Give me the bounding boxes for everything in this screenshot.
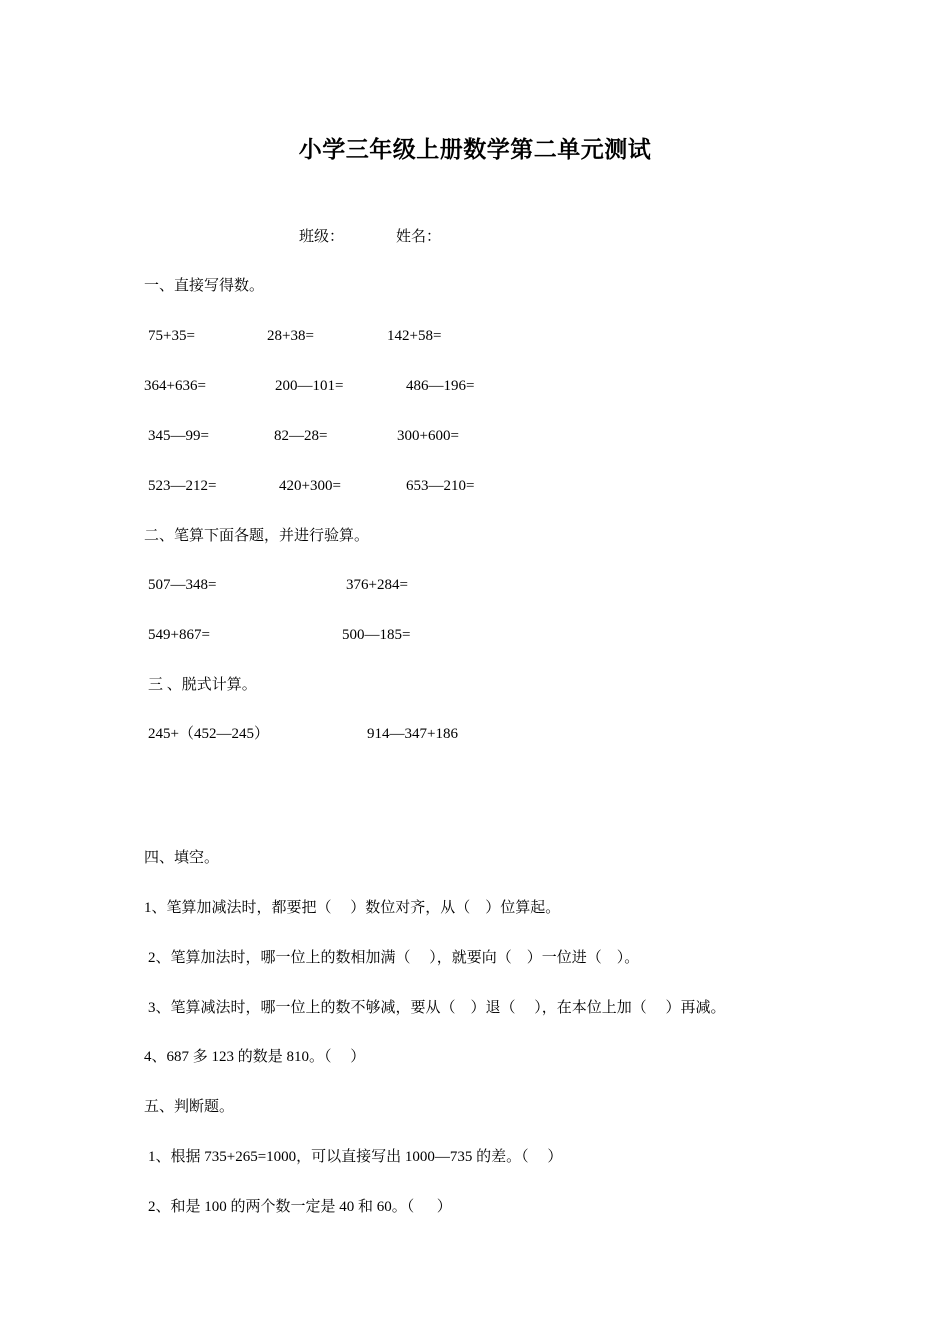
true-false-2: 2、和是 100 的两个数一定是 40 和 60。（ ）	[148, 1199, 452, 1215]
step-calc-1: 245+（452—245）	[148, 726, 269, 742]
written-calc-4: 500—185=	[342, 627, 411, 643]
problem-2-3: 486—196=	[406, 378, 475, 394]
section2-heading: 二、笔算下面各题，并进行验算。	[144, 528, 370, 544]
problem-4-1: 523—212=	[148, 478, 217, 494]
section4-heading: 四、填空。	[144, 850, 220, 866]
fill-blank-2: 2、笔算加法时，哪一位上的数相加满（ ），就要向（ ）一位进（ ）。	[148, 950, 640, 966]
page-title: 小学三年级上册数学第二单元测试	[298, 137, 652, 162]
problem-4-3: 653—210=	[406, 478, 475, 494]
problem-1-2: 28+38=	[267, 328, 314, 344]
problem-3-2: 82—28=	[274, 428, 328, 444]
written-calc-1: 507—348=	[148, 577, 217, 593]
section1-heading: 一、直接写得数。	[144, 278, 265, 294]
class-label: 班级：	[299, 229, 345, 245]
problem-2-1: 364+636=	[144, 378, 206, 394]
problem-1-1: 75+35=	[148, 328, 195, 344]
fill-blank-4: 4、687 多 123 的数是 810。（ ）	[144, 1049, 366, 1065]
problem-1-3: 142+58=	[387, 328, 442, 344]
written-calc-3: 549+867=	[148, 627, 210, 643]
problem-3-3: 300+600=	[397, 428, 459, 444]
name-label: 姓名：	[396, 229, 442, 245]
step-calc-2: 914—347+186	[367, 726, 458, 742]
true-false-1: 1、根据 735+265=1000，可以直接写出 1000—735 的差。（ ）	[148, 1149, 563, 1165]
problem-3-1: 345—99=	[148, 428, 209, 444]
problem-2-2: 200—101=	[275, 378, 344, 394]
fill-blank-1: 1、笔算加减法时，都要把（ ）数位对齐，从（ ）位算起。	[144, 900, 561, 916]
problem-4-2: 420+300=	[279, 478, 341, 494]
fill-blank-3: 3、笔算减法时，哪一位上的数不够减，要从（ ）退（ ），在本位上加（ ）再减。	[148, 1000, 726, 1016]
written-calc-2: 376+284=	[346, 577, 408, 593]
section5-heading: 五、判断题。	[144, 1099, 235, 1115]
section3-heading: 三 、脱式计算。	[148, 677, 257, 693]
